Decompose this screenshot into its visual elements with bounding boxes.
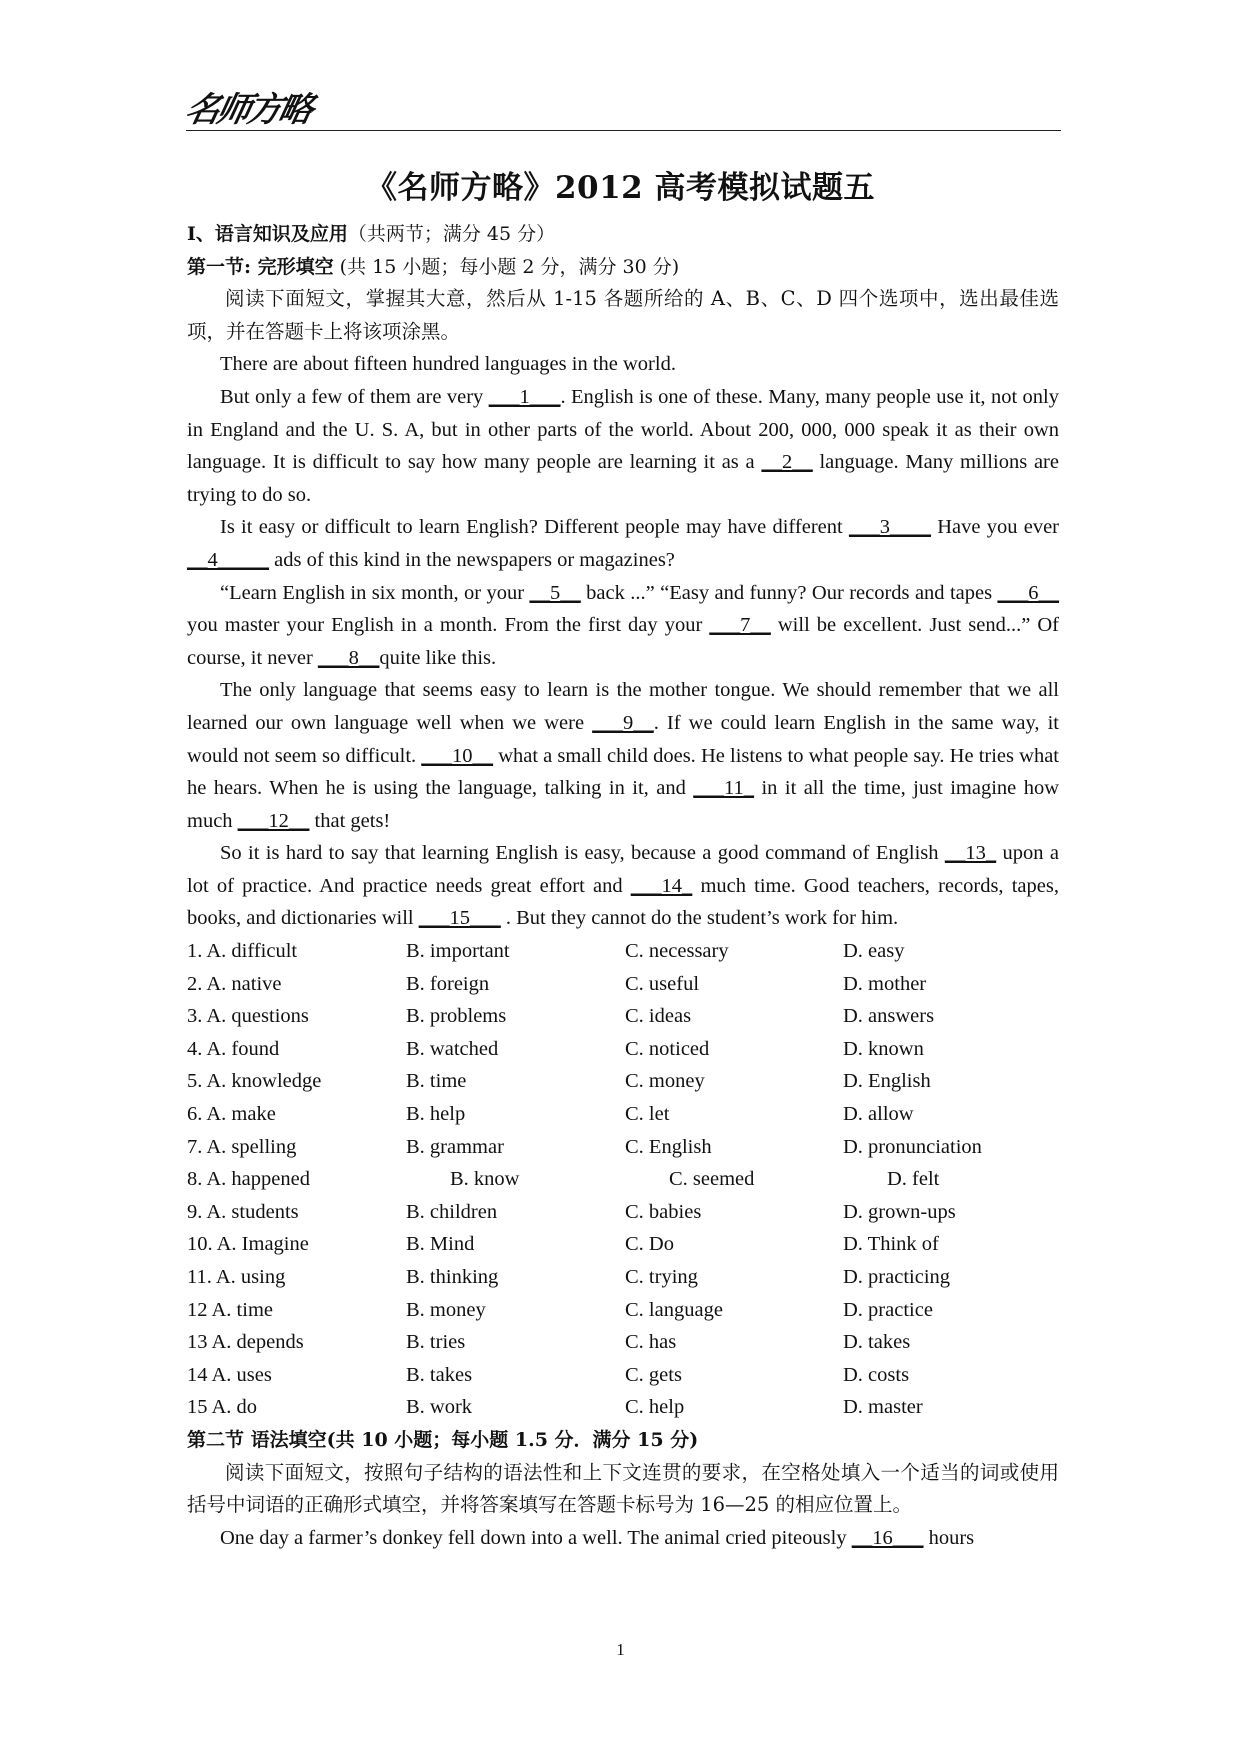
logo (181, 88, 364, 132)
header-rule (186, 130, 1061, 131)
blank-8: ___8__ (317, 646, 380, 669)
option-choice: B. foreign (406, 972, 490, 995)
option-choice: 1. A. difficult (187, 940, 298, 963)
option-row (187, 1391, 1059, 1424)
blank-7: ___7__ (709, 614, 771, 637)
option-choice: 15 A. do (187, 1396, 258, 1419)
option-choice: 3. A. questions (187, 1005, 309, 1028)
option-choice: D. takes (843, 1331, 911, 1354)
passage-paragraph-4: “Learn English in six month, or your __5__ back ...” “Easy and funny? Our records and tapes ___6__ you master your English in a month. From the first day your ___7__ will be excellent. Just send...” Of course, it never ___8__quite like this. (187, 581, 1059, 669)
page-title: 《名师方略》2012 高考模拟试题五 (365, 170, 876, 206)
option-choice: 12 A. time (187, 1298, 273, 1321)
option-choice: 6. A. make (187, 1103, 276, 1126)
option-row (187, 1163, 1059, 1196)
option-choice: D. known (843, 1037, 924, 1060)
option-row (187, 1000, 1059, 1033)
option-row (187, 1196, 1059, 1229)
option-choice: B. grammar (406, 1135, 504, 1158)
option-choice: B. important (406, 940, 510, 963)
option-choice: D. easy (843, 940, 905, 963)
blank-4: __4_____ (187, 548, 269, 571)
blank-12: ___12__ (237, 809, 310, 832)
option-choice: C. seemed (669, 1168, 755, 1191)
part1-instruction: 阅读下面短文，掌握其大意，然后从 1-15 各题所给的 A、B、C、D 四个选项中，选出最佳选项，并在答题卡上将该项涂黑。 (187, 287, 1059, 343)
option-choice: B. children (406, 1200, 498, 1223)
option-choice: 13 A. depends (187, 1331, 304, 1354)
option-choice: D. answers (843, 1005, 935, 1028)
option-row (187, 1294, 1059, 1327)
blank-13: __13_ (944, 842, 997, 865)
option-choice: D. English (843, 1070, 931, 1093)
option-choice: 11. A. using (187, 1266, 286, 1288)
option-choice: B. work (406, 1396, 473, 1419)
blank-1: ___1___ (488, 385, 561, 408)
document-body (187, 218, 1059, 1554)
option-choice: D. Think of (843, 1233, 939, 1256)
blank-5: __5__ (529, 581, 581, 604)
blank-15: ___15___ (418, 907, 501, 930)
option-row (187, 1033, 1059, 1066)
blank-11: ___11_ (693, 777, 755, 800)
page-number: 1 (616, 1640, 625, 1659)
blank-10: ___10__ (421, 744, 494, 767)
passage-paragraph-2: But only a few of them are very ___1___. English is one of these. Many, many people use it, not only in England and the U. S. A, but in other parts of the world. About 200, 000, 000 speak it as their own language. It is difficult to say how many people are learning it as a __2__ language. Many millions are trying to do so. (187, 385, 1059, 506)
passage-paragraph-5: The only language that seems easy to learn is the mother tongue. We should remember that we all learned our own language well when we were ___9__. If we could learn English in the same way, it would not seem so difficult. ___10__ what a small child does. He listens to what people say. He tries what he hears. When he is using the language, talking in it, and ___11_ in it all the time, just imagine how much ___12__ that gets! (187, 679, 1059, 832)
option-choice: C. let (625, 1103, 670, 1126)
part2-heading: 第二节 语法填空(共 10 小题；每小题 1.5 分．满分 15 分) (187, 1428, 699, 1451)
option-choice: B. money (406, 1298, 486, 1321)
option-choice: 8. A. happened (187, 1168, 310, 1191)
option-choice: 2. A. native (187, 972, 282, 995)
option-choice: D. practice (843, 1298, 933, 1321)
option-choice: D. practicing (843, 1266, 951, 1288)
option-choice: D. mother (843, 972, 927, 995)
option-choice: C. English (625, 1135, 712, 1158)
option-choice: C. language (625, 1298, 723, 1321)
option-choice: B. problems (406, 1005, 507, 1028)
option-choice: C. trying (625, 1266, 698, 1288)
option-choice: B. help (406, 1103, 466, 1126)
option-choice: B. takes (406, 1363, 473, 1386)
blank-9: ___9__ (592, 711, 654, 734)
option-choice: B. thinking (406, 1266, 499, 1288)
option-choice: C. money (625, 1070, 705, 1093)
option-choice: B. watched (406, 1037, 499, 1060)
option-choice: B. know (450, 1168, 520, 1191)
option-row (187, 935, 1059, 968)
passage-paragraph-3: Is it easy or difficult to learn English? Different people may have different ___3____ Have you ever __4_____ ads of this kind in the newspapers or magazines? (187, 516, 1060, 571)
option-choice: D. grown-ups (843, 1200, 956, 1223)
option-choice: D. felt (887, 1168, 940, 1191)
option-choice: 4. A. found (187, 1037, 280, 1060)
section-heading: Ⅰ、语言知识及应用（共两节；满分 45 分） (187, 223, 556, 245)
option-choice: 5. A. knowledge (187, 1070, 322, 1093)
logo-text: 名师方略 (181, 90, 315, 130)
blank-14: ___14_ (630, 874, 693, 897)
option-choice: C. noticed (625, 1037, 710, 1060)
option-choice: C. necessary (625, 940, 729, 963)
option-choice: 10. A. Imagine (187, 1233, 309, 1256)
blank-3: ___3____ (848, 516, 931, 539)
option-choice: D. pronunciation (843, 1135, 982, 1158)
blank-16: __16___ (851, 1526, 924, 1549)
option-choice: C. has (625, 1331, 677, 1354)
blank-2: __2__ (761, 451, 813, 474)
options-list (187, 935, 1059, 1424)
option-choice: B. time (406, 1070, 467, 1093)
option-row (187, 1261, 1059, 1294)
option-choice: C. ideas (625, 1005, 692, 1028)
option-row (187, 968, 1059, 1001)
option-choice: D. master (843, 1396, 923, 1419)
option-choice: D. allow (843, 1103, 914, 1126)
option-choice: C. useful (625, 972, 700, 995)
part1-heading: 第一节: 完形填空 (共 15 小题；每小题 2 分，满分 30 分) (187, 255, 680, 278)
option-row (187, 1326, 1059, 1359)
passage-paragraph-6: So it is hard to say that learning English is easy, because a good command of English __13_ upon a lot of practice. And practice needs great effort and ___14_ much time. Good teachers, records, tapes, books, and dictionaries will ___15___ . But they cannot do the student’s work for him. (187, 842, 1059, 930)
option-choice: 14 A. uses (187, 1363, 272, 1386)
option-row (187, 1098, 1059, 1131)
option-choice: 7. A. spelling (187, 1135, 297, 1158)
part2-passage: One day a farmer’s donkey fell down into a well. The animal cried piteously __16___ hours (220, 1526, 975, 1549)
option-choice: 9. A. students (187, 1200, 299, 1223)
part2-instruction: 阅读下面短文，按照句子结构的语法性和上下文连贯的要求，在空格处填入一个适当的词或使用括号中词语的正确形式填空，并将答案填写在答题卡标号为 16—25 的相应位置上。 (187, 1460, 1059, 1517)
option-row (187, 1228, 1059, 1261)
option-choice: C. Do (625, 1233, 674, 1256)
option-row (187, 1065, 1059, 1098)
passage-paragraph-1: There are about fifteen hundred languages in the world. (220, 353, 676, 376)
option-row (187, 1359, 1059, 1392)
option-choice: C. gets (625, 1363, 682, 1386)
option-choice: B. Mind (406, 1233, 475, 1256)
option-choice: C. babies (625, 1200, 702, 1223)
option-choice: D. costs (843, 1363, 910, 1386)
option-choice: B. tries (406, 1331, 466, 1354)
option-choice: C. help (625, 1396, 685, 1419)
option-row (187, 1131, 1059, 1164)
blank-6: ___6__ (997, 581, 1059, 604)
